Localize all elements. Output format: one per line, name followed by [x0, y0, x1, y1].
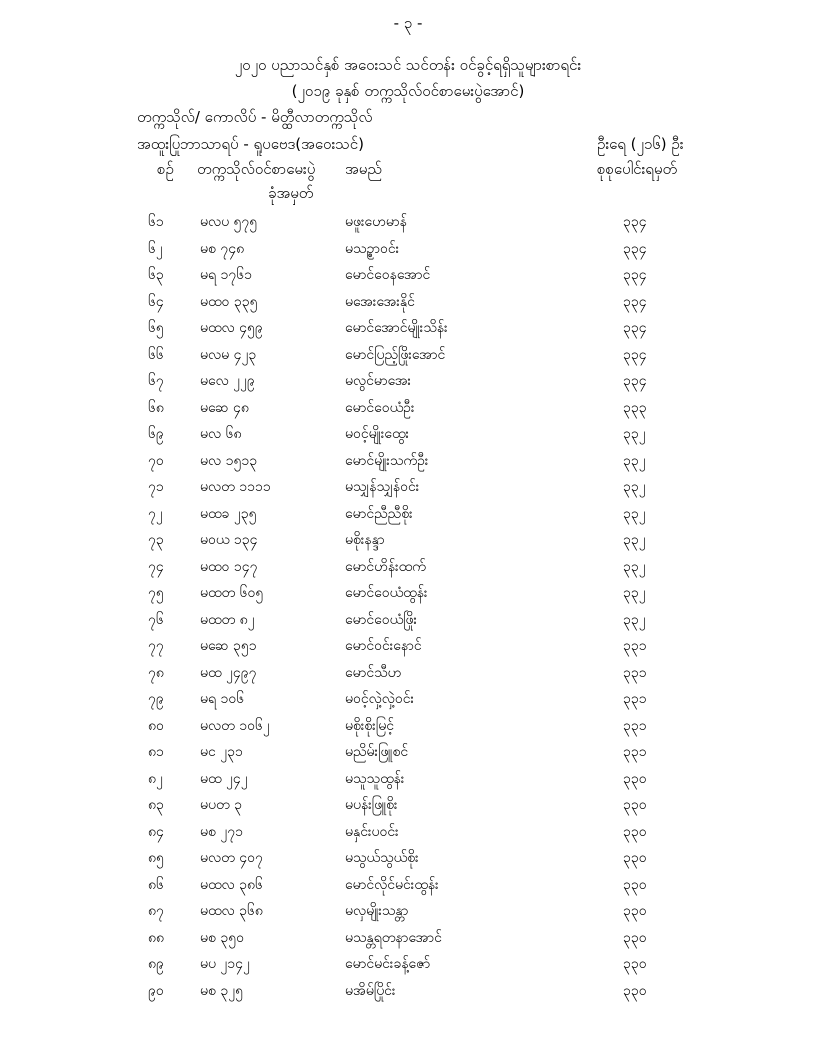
- row-marks: ၃၃၀: [623, 876, 647, 893]
- header-name: အမည်: [345, 160, 382, 178]
- row-roll-number: မလ ၁၅၁၃: [200, 452, 258, 469]
- row-name: မအေးအေးနိုင်: [345, 293, 415, 310]
- total-count: ဦးရေ (၂၁၆) ဦး: [597, 135, 684, 153]
- header-roll-number-line2: ခုံအမှတ်: [268, 184, 314, 202]
- row-number: ၈၁: [148, 744, 164, 760]
- row-marks: ၃၃၀: [623, 929, 647, 946]
- row-number: ၇၉: [148, 691, 164, 707]
- table-row: [0, 212, 816, 238]
- row-roll-number: မရ ၁၇၆၁: [200, 267, 252, 283]
- row-name: မောင်ဝေယံထွန်း: [345, 585, 428, 601]
- row-name: မောင်ဟိန်းထက်: [345, 558, 426, 575]
- table-row: [0, 928, 816, 954]
- row-marks: ၃၃၀: [623, 770, 647, 787]
- row-marks: ၃၃၁: [623, 744, 647, 760]
- row-roll-number: မထလ ၃၈၆: [200, 876, 263, 893]
- row-name: မောင်မင်းခန့်ဇော်: [345, 956, 431, 972]
- table-row: [0, 636, 816, 662]
- table-row: [0, 265, 816, 291]
- row-name: မစိုးနန္ဒာ: [345, 532, 385, 548]
- row-name: မသွယ်သွယ်စိုး: [345, 850, 419, 866]
- row-name: မောင်လိုင်မင်းထွန်း: [345, 876, 439, 893]
- header-total-marks: စုစုပေါင်းရမှတ်: [597, 160, 678, 178]
- table-row: [0, 424, 816, 450]
- row-number: ၈၃: [148, 797, 164, 813]
- table-row: [0, 716, 816, 742]
- row-name: မနှင်းပဝင်း: [345, 823, 399, 840]
- row-marks: ၃၃၂: [623, 479, 646, 495]
- table-row: [0, 557, 816, 583]
- table-row: [0, 398, 816, 424]
- row-name: မသန္တရတနာအောင်: [345, 929, 442, 946]
- table-row: [0, 477, 816, 503]
- row-name: မလွင်မာအေး: [345, 373, 412, 389]
- row-name: မလှမျိုးသန္တာ: [345, 903, 409, 919]
- table-row: [0, 610, 816, 636]
- row-name: မပန်းဖြူစိုး: [345, 797, 398, 813]
- row-number: ၈၅: [148, 850, 164, 866]
- table-row: [0, 239, 816, 265]
- row-marks: ၃၃၂: [623, 505, 646, 522]
- row-number: ၇၇: [148, 638, 164, 654]
- row-roll-number: မလပ ၅၇၅: [200, 214, 258, 230]
- row-roll-number: မဆေ ၃၅၁: [200, 638, 257, 654]
- table-row: [0, 742, 816, 768]
- row-marks: ၃၃၀: [623, 850, 647, 866]
- row-marks: ၃၃၄: [623, 267, 647, 283]
- row-roll-number: မထလ ၄၅၉: [200, 320, 263, 336]
- major-subject-line: အထူးပြုဘာသာရပ် - ရူပဗေဒ(အဝေးသင်): [137, 135, 364, 153]
- row-name: မောင်ပြည့်ဖြိုးအောင်: [345, 346, 446, 363]
- row-roll-number: မစ ၇၄၈: [200, 240, 245, 257]
- row-roll-number: မစ ၂၇၁: [200, 823, 243, 840]
- row-marks: ၃၃၄: [623, 240, 647, 257]
- row-roll-number: မထခ ၂၃၅: [200, 505, 257, 522]
- row-number: ၇၀: [148, 452, 164, 469]
- row-roll-number: မထတ ၆၀၅: [200, 585, 264, 601]
- row-marks: ၃၃၁: [623, 691, 647, 707]
- table-row: [0, 795, 816, 821]
- row-name: မောင်မျိုးသက်ဦး: [345, 452, 429, 469]
- row-marks: ၃၃၁: [623, 638, 647, 654]
- row-number: ၇၆: [148, 611, 164, 628]
- row-number: ၆၆: [148, 346, 164, 363]
- table-row: [0, 371, 816, 397]
- table-row: [0, 901, 816, 927]
- row-name: မောင်ညီညီစိုး: [345, 505, 413, 522]
- row-number: ၈၄: [148, 823, 164, 840]
- row-marks: ၃၃၄: [623, 346, 647, 363]
- row-number: ၆၁: [148, 214, 164, 230]
- row-number: ၆၉: [148, 426, 164, 442]
- row-roll-number: မစ ၃၅၀: [200, 929, 244, 946]
- row-name: မသဥ္စာဝင်း: [345, 240, 400, 257]
- row-number: ၇၃: [148, 532, 164, 548]
- row-roll-number: မဆေ ၄၈: [200, 399, 249, 416]
- row-roll-number: မရ ၁၀၆: [200, 691, 245, 707]
- row-marks: ၃၃၀: [623, 903, 647, 919]
- row-name: မောင်ဝေယံဖြိုး: [345, 611, 418, 628]
- row-name: မဖူးဟေမာန်: [345, 214, 407, 230]
- row-marks: ၃၃၀: [623, 823, 647, 840]
- row-marks: ၃၃၂: [623, 426, 646, 442]
- row-marks: ၃၃၄: [623, 214, 647, 230]
- row-marks: ၃၃၄: [623, 373, 647, 389]
- table-row: [0, 292, 816, 318]
- row-roll-number: မစ ၃၂၅: [200, 982, 243, 999]
- row-marks: ၃၃၁: [623, 717, 647, 734]
- row-marks: ၃၃၂: [623, 558, 646, 575]
- row-number: ၆၈: [148, 399, 164, 416]
- row-name: မောင်ဝေနအောင်: [345, 267, 431, 283]
- row-name: မောင်ဝင်းနောင်: [345, 638, 422, 654]
- table-row: [0, 530, 816, 556]
- row-roll-number: မင ၂၃၁: [200, 744, 243, 760]
- row-marks: ၃၃၃: [623, 399, 647, 416]
- row-number: ၆၂: [148, 240, 163, 257]
- document-title: ၂၀၂၀ ပညာသင်နှစ် အဝေးသင် သင်တန်း ဝင်ခွင့်ရရှိသူများစာရင်း: [234, 56, 582, 74]
- row-name: မောင်ဝေယံဦး: [345, 399, 415, 416]
- table-row: [0, 318, 816, 344]
- row-roll-number: မထတ ၈၂: [200, 611, 255, 628]
- table-row: [0, 689, 816, 715]
- row-name: မသျှန်သျှန်ဝင်း: [345, 479, 420, 495]
- row-number: ၆၅: [148, 320, 164, 336]
- row-roll-number: မပ ၂၁၄၂: [200, 956, 250, 972]
- row-roll-number: မထ ၂၄၂: [200, 770, 248, 787]
- document-subtitle: (၂၀၁၉ ခုနှစ် တက္ကသိုလ်ဝင်စာမေးပွဲအောင်): [291, 82, 525, 100]
- row-name: မစိုးစိုးမြင့်: [345, 717, 394, 734]
- row-roll-number: မထဝ ၃၃၅: [200, 293, 258, 310]
- row-name: မညိမ်းဖြူစင်: [345, 744, 409, 760]
- header-roll-number: တက္ကသိုလ်ဝင်စာမေးပွဲ: [197, 160, 316, 178]
- row-marks: ၃၃၀: [623, 956, 647, 972]
- row-roll-number: မပတ ၃: [200, 797, 242, 813]
- row-marks: ၃၃၂: [623, 532, 646, 548]
- page-number: - ၃ -: [393, 14, 423, 32]
- row-marks: ၃၃၂: [623, 585, 646, 601]
- row-marks: ၃၃၀: [623, 982, 647, 999]
- row-number: ၇၂: [148, 505, 163, 522]
- row-number: ၈၀: [148, 717, 164, 734]
- row-roll-number: မထလ ၃၆၈: [200, 903, 263, 919]
- row-roll-number: မလတ ၄၀၇: [200, 850, 263, 866]
- table-row: [0, 769, 816, 795]
- table-row: [0, 663, 816, 689]
- row-marks: ၃၃၂: [623, 611, 646, 628]
- row-number: ၆၃: [148, 267, 164, 283]
- table-row: [0, 583, 816, 609]
- table-row: [0, 981, 816, 1007]
- table-row: [0, 954, 816, 980]
- row-number: ၈၆: [148, 876, 164, 893]
- row-number: ၇၈: [148, 664, 164, 681]
- row-number: ၉၀: [148, 982, 164, 999]
- row-roll-number: မလေ ၂၂၉: [200, 373, 255, 389]
- row-marks: ၃၃၁: [623, 664, 647, 681]
- row-roll-number: မလမ ၄၂၃: [200, 346, 257, 363]
- table-row: [0, 848, 816, 874]
- row-roll-number: မဝယ ၁၃၄: [200, 532, 258, 548]
- table-row: [0, 451, 816, 477]
- row-roll-number: မလတ ၁၀၆၂: [200, 717, 270, 734]
- row-number: ၇၁: [148, 479, 164, 495]
- table-row: [0, 504, 816, 530]
- row-number: ၇၄: [148, 558, 164, 575]
- row-number: ၇၅: [148, 585, 164, 601]
- row-number: ၆၇: [148, 373, 164, 389]
- header-no: စဉ်: [157, 160, 174, 178]
- row-marks: ၃၃၄: [623, 320, 647, 336]
- table-row: [0, 345, 816, 371]
- row-number: ၈၈: [148, 929, 164, 946]
- row-name: မသူသူထွန်း: [345, 770, 405, 787]
- row-roll-number: မထဝ ၁၄၇: [200, 558, 258, 575]
- row-number: ၈၂: [148, 770, 163, 787]
- row-marks: ၃၃၀: [623, 797, 647, 813]
- row-name: မဝင့်မျိုးထွေး: [345, 426, 410, 442]
- row-roll-number: မလတ ၁၁၁၁: [200, 479, 271, 495]
- row-name: မောင်အောင်မျိုးသိန်း: [345, 320, 448, 336]
- row-name: မဝင့်လှဲ့လှဲ့ဝင်း: [345, 691, 415, 707]
- row-name: မောင်သီဟ: [345, 664, 402, 681]
- row-roll-number: မလ ၆၈: [200, 426, 242, 442]
- table-row: [0, 875, 816, 901]
- university-line: တက္ကသိုလ်/ ကောလိပ် - မိတ္ထီလာတက္ကသိုလ်: [137, 108, 373, 126]
- row-marks: ၃၃၄: [623, 293, 647, 310]
- table-row: [0, 822, 816, 848]
- row-number: ၈၇: [148, 903, 164, 919]
- row-marks: ၃၃၂: [623, 452, 646, 469]
- row-number: ၆၄: [148, 293, 164, 310]
- row-name: မအိမ်ပြိုင်း: [345, 982, 396, 999]
- row-roll-number: မထ ၂၄၉၇: [200, 664, 257, 681]
- row-number: ၈၉: [148, 956, 164, 972]
